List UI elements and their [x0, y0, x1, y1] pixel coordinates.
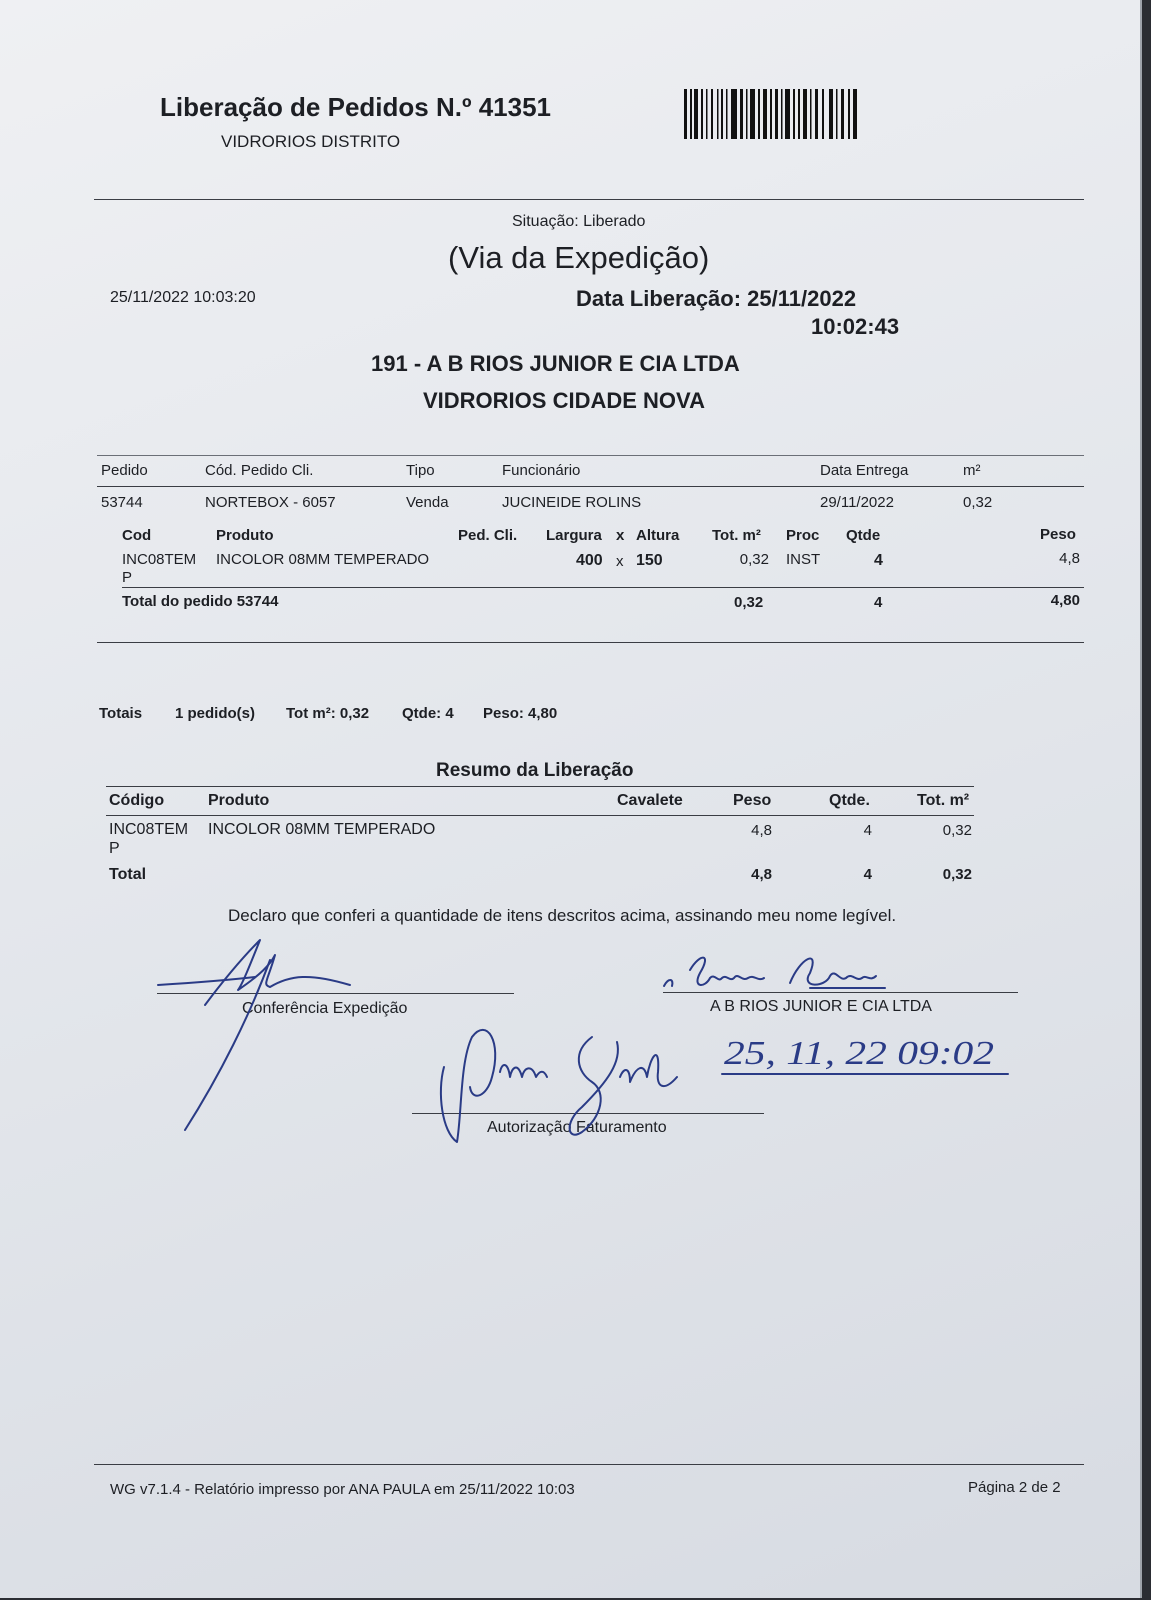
- item-col-cod: Cod: [122, 527, 152, 544]
- col-cod-pedido-cli: Cód. Pedido Cli.: [205, 462, 314, 479]
- footer-divider: [94, 1464, 1084, 1465]
- item-col-altura: Altura: [636, 527, 680, 544]
- item-col-x: x: [616, 527, 625, 544]
- order-total-qtde: 4: [874, 594, 883, 611]
- resumo-peso: 4,8: [751, 822, 772, 839]
- header-divider: [94, 199, 1084, 200]
- totais-qtde: Qtde: 4: [402, 705, 454, 722]
- item-altura: 150: [636, 552, 663, 569]
- item-col-peso: Peso: [1040, 526, 1076, 543]
- resumo-qtde: 4: [863, 822, 872, 839]
- footer-printed-by: WG v7.1.4 - Relatório impresso por ANA PAULA em 25/11/2022 10:03: [110, 1481, 575, 1498]
- col-m2: m²: [963, 462, 981, 479]
- resumo-total-label: Total: [109, 866, 147, 883]
- resumo-col-codigo: Código: [109, 792, 165, 809]
- order-total-m2: 0,32: [734, 594, 764, 611]
- order-cod-pedido-cli: NORTEBOX - 6057: [205, 494, 336, 511]
- via-label: (Via da Expedição): [448, 240, 710, 275]
- resumo-total-peso: 4,8: [751, 866, 772, 883]
- resumo-col-peso: Peso: [733, 792, 772, 809]
- item-total-rule: [122, 587, 1084, 588]
- conferencia-label: Conferência Expedição: [242, 1000, 408, 1017]
- resumo-title: Resumo da Liberação: [436, 760, 634, 781]
- item-largura: 400: [576, 552, 603, 569]
- autorizacao-label: Autorização Faturamento: [487, 1119, 667, 1136]
- item-col-largura: Largura: [546, 527, 602, 544]
- signature-client: [660, 948, 900, 996]
- totais-m2: Tot m²: 0,32: [286, 705, 370, 722]
- printed-datetime: 25/11/2022 10:03:20: [110, 289, 256, 306]
- resumo-codigo-line1: INC08TEM: [109, 821, 189, 838]
- totais-label: Totais: [99, 705, 143, 722]
- resumo-col-cavalete: Cavalete: [617, 792, 683, 809]
- situacao-status: Situação: Liberado: [512, 213, 646, 230]
- item-col-tot-m2: Tot. m²: [712, 527, 761, 544]
- resumo-col-qtde: Qtde.: [829, 792, 870, 809]
- data-liberacao: Data Liberação: 25/11/2022: [576, 286, 857, 311]
- handwritten-date: [720, 1030, 1010, 1082]
- item-qtde: 4: [874, 552, 883, 569]
- resumo-tot-m2: 0,32: [942, 822, 972, 839]
- data-liberacao-hora: 10:02:43: [811, 314, 900, 339]
- totais-peso: Peso: 4,80: [483, 705, 558, 722]
- item-peso: 4,8: [1059, 550, 1080, 567]
- item-col-ped-cli: Ped. Cli.: [458, 527, 518, 544]
- resumo-header-rule: [106, 815, 974, 816]
- col-data-entrega: Data Entrega: [820, 462, 909, 479]
- document-title: Liberação de Pedidos N.º 41351: [160, 92, 551, 122]
- client-name: 191 - A B RIOS JUNIOR E CIA LTDA: [371, 351, 740, 376]
- totais-pedidos: 1 pedido(s): [175, 705, 256, 722]
- order-pedido: 53744: [101, 494, 143, 511]
- item-col-proc: Proc: [786, 527, 820, 544]
- item-col-produto: Produto: [216, 527, 274, 544]
- order-data-entrega: 29/11/2022: [820, 494, 894, 511]
- order-header-rule: [97, 486, 1084, 487]
- barcode: [684, 89, 857, 139]
- col-tipo: Tipo: [406, 462, 435, 479]
- item-x: x: [616, 553, 624, 570]
- item-cod-line1: INC08TEM: [122, 551, 197, 568]
- order-total-peso: 4,80: [1050, 592, 1080, 609]
- order-total-label: Total do pedido 53744: [122, 593, 279, 610]
- order-tipo: Venda: [406, 494, 449, 511]
- col-pedido: Pedido: [101, 462, 148, 479]
- declaration-text: Declaro que conferi a quantidade de itens descritos acima, assinando meu nome legível.: [228, 906, 897, 925]
- footer-page-number: Página 2 de 2: [968, 1479, 1061, 1496]
- signature-autorizacao: [432, 1022, 692, 1162]
- resumo-produto: INCOLOR 08MM TEMPERADO: [208, 821, 436, 838]
- resumo-total-qtde: 4: [863, 866, 872, 883]
- company-name: VIDRORIOS DISTRITO: [221, 132, 401, 151]
- item-produto: INCOLOR 08MM TEMPERADO: [216, 551, 430, 568]
- resumo-total-tot-m2: 0,32: [942, 866, 972, 883]
- order-m2: 0,32: [963, 494, 993, 511]
- col-funcionario: Funcionário: [502, 462, 581, 479]
- order-table-top-rule: [97, 455, 1084, 456]
- resumo-top-rule: [106, 786, 974, 787]
- resumo-col-produto: Produto: [208, 792, 270, 809]
- item-tot-m2: 0,32: [739, 551, 769, 568]
- resumo-col-tot-m2: Tot. m²: [917, 792, 970, 809]
- order-funcionario: JUCINEIDE ROLINS: [502, 494, 642, 511]
- item-col-qtde: Qtde: [846, 527, 881, 544]
- client-signature-label: A B RIOS JUNIOR E CIA LTDA: [710, 998, 932, 1015]
- resumo-codigo-line2: P: [109, 840, 120, 857]
- item-proc: INST: [786, 551, 821, 568]
- handwritten-date-text: 25, 11, 22 09:02: [724, 1035, 994, 1072]
- item-cod-line2: P: [122, 569, 133, 586]
- client-store: VIDRORIOS CIDADE NOVA: [423, 388, 705, 413]
- signature-conferencia: [150, 935, 370, 1135]
- order-table-bottom-rule: [97, 642, 1084, 643]
